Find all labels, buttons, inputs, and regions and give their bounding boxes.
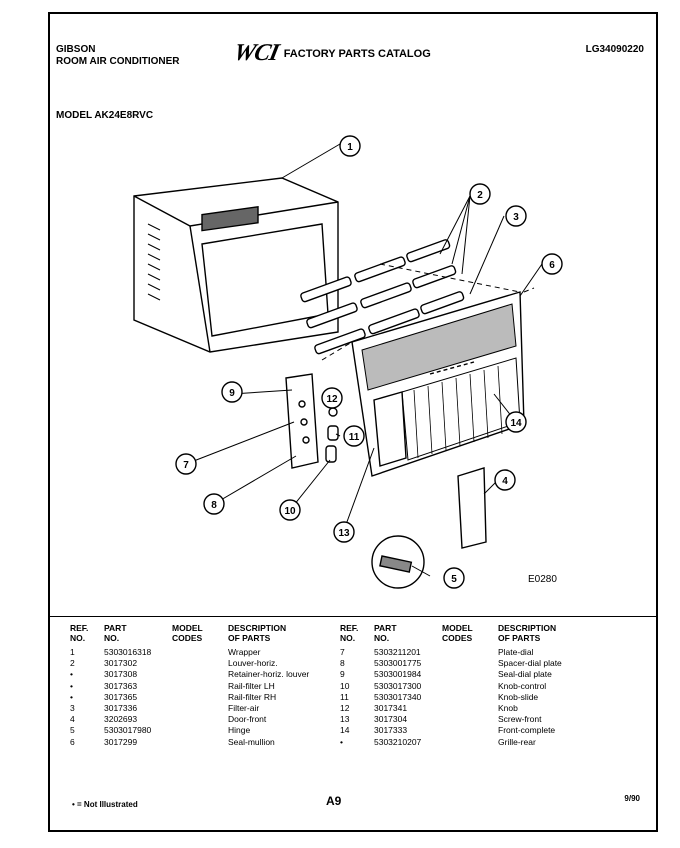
header-part: PART <box>374 623 397 633</box>
parts-table-right <box>340 623 618 748</box>
table-row <box>340 703 618 714</box>
header-of-parts: OF PARTS <box>228 633 271 643</box>
part-number-cell: 3017341 <box>374 702 408 713</box>
ref-cell: • <box>70 680 73 691</box>
callout-label: 13 <box>338 528 350 539</box>
ref-cell: 8 <box>340 658 345 669</box>
part-number-cell: 3017299 <box>104 736 138 747</box>
model-code-cell <box>442 669 498 680</box>
model-number: MODEL AK24E8RVC <box>56 110 154 121</box>
table-row <box>70 725 348 736</box>
description-cell: Wrapper <box>228 647 261 657</box>
header-desc: DESCRIPTION <box>498 623 557 633</box>
header-part-no: NO. <box>374 633 390 643</box>
ref-cell: 12 <box>340 702 350 713</box>
table-row <box>70 714 348 725</box>
header-part-no: NO. <box>104 633 120 643</box>
diagram-code: E0280 <box>528 574 557 585</box>
ref-cell: 11 <box>340 691 349 702</box>
description-cell: Seal-mullion <box>228 736 275 747</box>
header-ref: REF. <box>340 623 359 633</box>
ref-cell: • <box>340 736 343 747</box>
callout-label: 1 <box>347 142 353 153</box>
model-code-cell <box>172 703 228 714</box>
table-body <box>340 647 618 748</box>
ref-cell: 13 <box>340 714 350 725</box>
wci-logo: WCI <box>231 40 281 66</box>
model-code-cell <box>442 692 498 703</box>
callout-label: 10 <box>284 506 296 517</box>
header-model: MODEL <box>442 623 473 633</box>
part-number-cell: 5303017340 <box>374 691 422 702</box>
not-illustrated-note: • = Not Illustrated <box>72 800 138 809</box>
part-number-cell: 5303017980 <box>104 725 152 736</box>
ref-cell: 9 <box>340 669 345 680</box>
description-cell: Knob <box>498 702 518 713</box>
model-code-cell <box>172 658 228 669</box>
brand-name: GIBSON <box>56 44 96 55</box>
part-number-cell: 5303016318 <box>104 647 152 657</box>
table-row <box>70 692 348 703</box>
ref-cell: 4 <box>70 714 75 725</box>
header-ref-no: NO. <box>70 633 86 643</box>
table-row <box>340 647 618 658</box>
part-number-cell: 5303211201 <box>374 647 421 657</box>
description-cell: Hinge <box>228 725 251 736</box>
callout-label: 6 <box>549 260 555 271</box>
description-cell: Filter-air <box>228 702 260 713</box>
model-code-cell <box>442 703 498 714</box>
model-code-cell <box>172 692 228 703</box>
description-cell: Rail-filter RH <box>228 691 277 702</box>
table-body <box>70 647 348 748</box>
part-number-cell: 5303017300 <box>374 680 422 691</box>
callout-label: 9 <box>229 388 235 399</box>
header-ref-no: NO. <box>340 633 356 643</box>
table-row <box>70 681 348 692</box>
callout-label: 14 <box>510 418 522 429</box>
callout-label: 2 <box>477 190 483 201</box>
table-row <box>340 681 618 692</box>
model-code-cell <box>172 681 228 692</box>
ref-cell: 3 <box>70 702 75 713</box>
catalog-page <box>48 12 658 832</box>
table-row <box>70 647 348 658</box>
table-row <box>70 669 348 680</box>
ref-cell: • <box>70 669 73 680</box>
header-codes: CODES <box>172 633 203 643</box>
ref-cell: 14 <box>340 725 350 736</box>
description-cell: Front-complete <box>498 725 556 736</box>
header-ref: REF. <box>70 623 89 633</box>
model-code-cell <box>172 737 228 748</box>
table-row <box>70 658 348 669</box>
description-cell: Grille-rear <box>498 736 536 747</box>
description-cell: Door-front <box>228 714 267 725</box>
model-code-cell <box>442 737 498 748</box>
part-number-cell: 5303001775 <box>374 658 422 669</box>
callout-label: 5 <box>451 574 457 585</box>
front-complete-drawing <box>352 292 524 476</box>
table-row <box>340 658 618 669</box>
revision-date: 9/90 <box>624 794 640 803</box>
model-code-cell <box>442 658 498 669</box>
description-cell: Spacer-dial plate <box>498 658 562 669</box>
part-number-cell: 3017308 <box>104 669 138 680</box>
part-number-cell: 5303210207 <box>374 736 422 747</box>
table-row <box>340 725 618 736</box>
description-cell: Knob-control <box>498 680 547 691</box>
parts-table-left <box>70 623 348 748</box>
part-number-cell: 3017363 <box>104 680 138 691</box>
table-header <box>70 623 348 647</box>
ref-cell: • <box>70 691 73 702</box>
model-code-cell <box>172 669 228 680</box>
catalog-number: LG34090220 <box>585 44 644 55</box>
page-number: A9 <box>326 794 342 808</box>
table-row <box>340 714 618 725</box>
product-name: ROOM AIR CONDITIONER <box>56 56 180 67</box>
header-part: PART <box>104 623 127 633</box>
ref-cell: 1 <box>70 647 75 657</box>
callout-label: 4 <box>502 476 508 487</box>
description-cell: Screw-front <box>498 714 542 725</box>
description-cell: Louver-horiz. <box>228 658 278 669</box>
model-code-cell <box>172 647 228 658</box>
header-of-parts: OF PARTS <box>498 633 541 643</box>
part-number-cell: 3017336 <box>104 702 138 713</box>
callout-label: 3 <box>513 212 519 223</box>
catalog-title: FACTORY PARTS CATALOG <box>283 47 431 60</box>
model-code-cell <box>442 647 498 658</box>
header-codes: CODES <box>442 633 473 643</box>
part-number-cell: 3202693 <box>104 714 138 725</box>
door-front-drawing <box>458 468 486 548</box>
table-header <box>340 623 618 647</box>
ref-cell: 2 <box>70 658 75 669</box>
callout-label: 7 <box>183 460 189 471</box>
table-row <box>340 669 618 680</box>
table-row <box>70 737 348 748</box>
description-cell: Seal-dial plate <box>498 669 552 680</box>
model-code-cell <box>172 714 228 725</box>
header-desc: DESCRIPTION <box>228 623 287 633</box>
table-row <box>340 692 618 703</box>
ref-cell: 5 <box>70 725 75 736</box>
callout-label: 8 <box>211 500 217 511</box>
part-number-cell: 3017333 <box>374 725 408 736</box>
part-number-cell: 5303001984 <box>374 669 422 680</box>
part-number-cell: 3017302 <box>104 658 138 669</box>
description-cell: Plate-dial <box>498 647 534 657</box>
table-row <box>340 737 618 748</box>
part-number-cell: 3017365 <box>104 691 138 702</box>
hinge-drawing <box>372 536 424 588</box>
description-cell: Rail-filter LH <box>228 680 275 691</box>
description-cell: Retainer-horiz. louver <box>228 669 310 680</box>
model-code-cell <box>442 681 498 692</box>
catalog-title-block <box>231 40 431 67</box>
wrapper-drawing <box>134 178 338 352</box>
table-row <box>70 703 348 714</box>
model-code-cell <box>172 725 228 736</box>
ref-cell: 6 <box>70 736 75 747</box>
brand-block <box>56 44 180 68</box>
model-code-cell <box>442 725 498 736</box>
callout-label: 12 <box>326 394 338 405</box>
model-code-cell <box>442 714 498 725</box>
parts-list <box>50 616 656 747</box>
exploded-parts-diagram <box>50 124 656 614</box>
ref-cell: 7 <box>340 647 345 657</box>
callout-label: 11 <box>348 432 360 443</box>
part-number-cell: 3017304 <box>374 714 408 725</box>
header-model: MODEL <box>172 623 203 633</box>
description-cell: Knob-slide <box>498 691 539 702</box>
ref-cell: 10 <box>340 680 350 691</box>
